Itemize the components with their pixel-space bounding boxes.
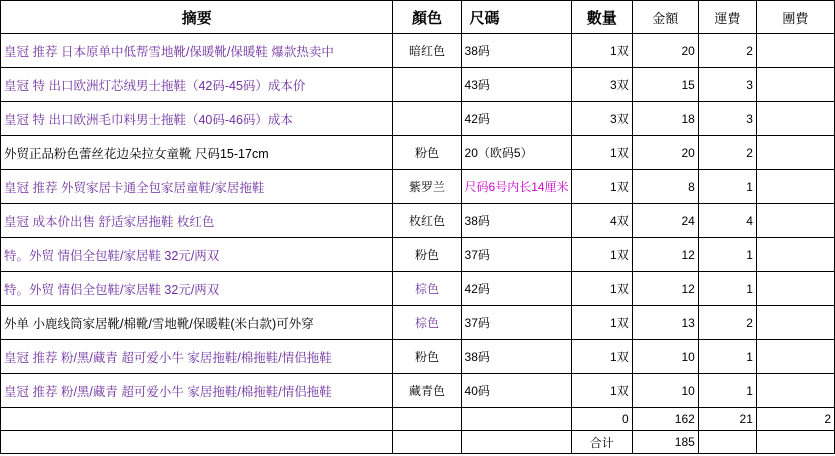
cell-description: 外贸正品粉色蕾丝花边朵拉女童靴 尺码15-17cm	[1, 136, 393, 170]
cell-description: 皇冠 推荐 日本原单中低帮雪地靴/保暖靴/保暖鞋 爆款热卖中	[1, 34, 393, 68]
table-row	[1, 374, 835, 408]
column-header-description: 摘要	[1, 1, 393, 34]
table-header-row	[1, 1, 835, 34]
cell-description: 外单 小鹿线筒家居靴/棉靴/雪地靴/保暖鞋(米白款)可外穿	[1, 306, 393, 340]
cell-quantity: 1双	[571, 272, 632, 306]
cell-size: 37码	[461, 238, 571, 272]
cell-description: 皇冠 推荐 粉/黑/藏青 超可爱小牛 家居拖鞋/棉拖鞋/情侣拖鞋	[1, 374, 393, 408]
cell-shipping: 3	[698, 102, 756, 136]
cell-shipping: 2	[698, 34, 756, 68]
cell-color: 粉色	[393, 340, 461, 374]
cell-size: 38码	[461, 340, 571, 374]
cell-size: 42码	[461, 102, 571, 136]
cell-quantity: 1双	[571, 340, 632, 374]
cell-amount: 12	[632, 272, 698, 306]
cell-description: 特。外贸 情侣全包鞋/家居鞋 32元/两双	[1, 238, 393, 272]
totals-group-fee: 2	[756, 408, 834, 431]
cell-quantity: 1双	[571, 374, 632, 408]
totals-row	[1, 408, 835, 431]
cell-amount: 12	[632, 238, 698, 272]
cell-description: 皇冠 特 出口欧洲毛巾料男士拖鞋（40码-46码）成本	[1, 102, 393, 136]
cell-shipping: 2	[698, 306, 756, 340]
sum-blank-group-fee	[756, 431, 834, 454]
cell-amount: 15	[632, 68, 698, 102]
totals-shipping: 21	[698, 408, 756, 431]
table-row	[1, 272, 835, 306]
cell-color: 紫罗兰	[393, 170, 461, 204]
cell-quantity: 3双	[571, 102, 632, 136]
cell-amount: 18	[632, 102, 698, 136]
cell-shipping: 3	[698, 68, 756, 102]
cell-amount: 13	[632, 306, 698, 340]
cell-description: 皇冠 成本价出售 舒适家居拖鞋 枚红色	[1, 204, 393, 238]
cell-size: 37码	[461, 306, 571, 340]
cell-shipping: 1	[698, 238, 756, 272]
cell-size: 40码	[461, 374, 571, 408]
cell-group-fee	[756, 136, 834, 170]
table-row	[1, 136, 835, 170]
cell-amount: 20	[632, 136, 698, 170]
cell-color: 暗红色	[393, 34, 461, 68]
cell-amount: 20	[632, 34, 698, 68]
sum-label: 合计	[571, 431, 632, 454]
cell-group-fee	[756, 306, 834, 340]
cell-description: 皇冠 推荐 粉/黑/藏青 超可爱小牛 家居拖鞋/棉拖鞋/情侣拖鞋	[1, 340, 393, 374]
table-row	[1, 170, 835, 204]
totals-quantity: 0	[571, 408, 632, 431]
cell-group-fee	[756, 204, 834, 238]
cell-quantity: 4双	[571, 204, 632, 238]
table-row	[1, 34, 835, 68]
cell-color	[393, 68, 461, 102]
table-row	[1, 102, 835, 136]
cell-color: 粉色	[393, 136, 461, 170]
sum-blank-shipping	[698, 431, 756, 454]
column-header-color: 顏色	[393, 1, 461, 34]
table-row	[1, 306, 835, 340]
cell-color: 枚红色	[393, 204, 461, 238]
sum-blank-color	[393, 431, 461, 454]
cell-quantity: 1双	[571, 238, 632, 272]
sum-row	[1, 431, 835, 454]
cell-quantity: 3双	[571, 68, 632, 102]
cell-color: 藏青色	[393, 374, 461, 408]
totals-blank-color	[393, 408, 461, 431]
cell-quantity: 1双	[571, 170, 632, 204]
cell-shipping: 1	[698, 272, 756, 306]
cell-quantity: 1双	[571, 136, 632, 170]
cell-group-fee	[756, 238, 834, 272]
cell-amount: 8	[632, 170, 698, 204]
totals-blank-description	[1, 408, 393, 431]
cell-group-fee	[756, 340, 834, 374]
cell-size: 20（欧码5）	[461, 136, 571, 170]
totals-blank-size	[461, 408, 571, 431]
column-header-size: 尺碼	[461, 1, 571, 34]
cell-description: 皇冠 推荐 外贸家居卡通全包家居童鞋/家居拖鞋	[1, 170, 393, 204]
cell-group-fee	[756, 272, 834, 306]
cell-size: 尺码6号内长14厘米	[461, 170, 571, 204]
cell-shipping: 1	[698, 170, 756, 204]
cell-shipping: 2	[698, 136, 756, 170]
cell-shipping: 4	[698, 204, 756, 238]
column-header-shipping: 運費	[698, 1, 756, 34]
cell-amount: 10	[632, 340, 698, 374]
cell-group-fee	[756, 102, 834, 136]
cell-amount: 24	[632, 204, 698, 238]
cell-quantity: 1双	[571, 34, 632, 68]
cell-description: 皇冠 特 出口欧洲灯芯绒男士拖鞋（42码-45码）成本价	[1, 68, 393, 102]
cell-size: 38码	[461, 204, 571, 238]
sum-blank-size	[461, 431, 571, 454]
cell-group-fee	[756, 34, 834, 68]
cell-shipping: 1	[698, 340, 756, 374]
cell-size: 42码	[461, 272, 571, 306]
column-header-amount: 金額	[632, 1, 698, 34]
cell-color: 棕色	[393, 272, 461, 306]
table-row	[1, 340, 835, 374]
cell-group-fee	[756, 374, 834, 408]
cell-group-fee	[756, 68, 834, 102]
table-row	[1, 68, 835, 102]
column-header-quantity: 數量	[571, 1, 632, 34]
cell-size: 38码	[461, 34, 571, 68]
cell-size: 43码	[461, 68, 571, 102]
cell-group-fee	[756, 170, 834, 204]
table-row	[1, 204, 835, 238]
table-row	[1, 238, 835, 272]
cell-quantity: 1双	[571, 306, 632, 340]
column-header-group-fee: 團費	[756, 1, 834, 34]
sum-value: 185	[632, 431, 698, 454]
totals-amount: 162	[632, 408, 698, 431]
cell-color	[393, 102, 461, 136]
cell-shipping: 1	[698, 374, 756, 408]
sum-blank-description	[1, 431, 393, 454]
cell-color: 粉色	[393, 238, 461, 272]
cell-description: 特。外贸 情侣全包鞋/家居鞋 32元/两双	[1, 272, 393, 306]
cell-amount: 10	[632, 374, 698, 408]
cell-color: 棕色	[393, 306, 461, 340]
